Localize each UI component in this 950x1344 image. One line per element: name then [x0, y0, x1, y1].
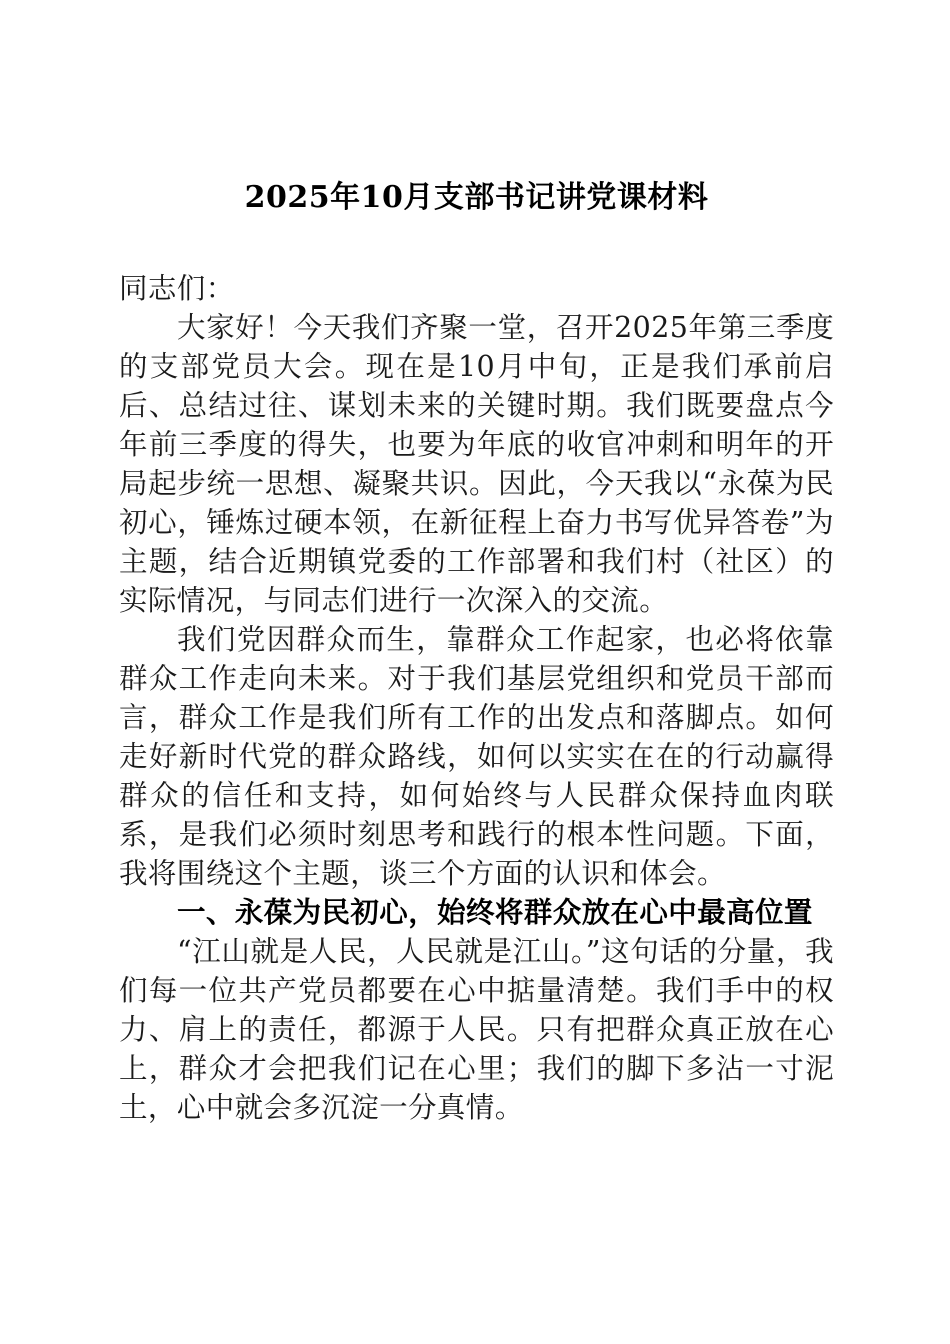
salutation-line: 同志们： — [119, 272, 235, 305]
document-body — [119, 0, 834, 1127]
paragraph-opening-remarks: 大家好！今天我们齐聚一堂，召开2025年第三季度的支部党员大会。现在是10月中旬，正是我们承前启后、总结过往、谋划未来的关键时期。我们既要盘点今年前三季度的得失，也要为年底的收官冲刺和明年的开局起步统一思想、凝聚共识。因此，今天我以“永葆为民初心，锤炼过硬本领，在新征程上奋力书写优异答卷”为主题，结合近期镇党委的工作部署和我们村（社区）的实际情况，与同志们进行一次深入的交流。 — [119, 311, 834, 617]
page-title: 2025年10月支部书记讲党课材料 — [244, 180, 709, 215]
paragraph-section-one-body: “江山就是人民，人民就是江山。”这句话的分量，我们每一位共产党员都要在心中掂量清楚。我们手中的权力、肩上的责任，都源于人民。只有把群众真正放在心上，群众才会把我们记在心里；我们的脚下多沾一寸泥土，心中就会多沉淀一分真情。 — [119, 935, 834, 1124]
section-heading-one: 一、永葆为民初心，始终将群众放在心中最高位置 — [177, 895, 813, 929]
paragraph-mass-work-foundation: 我们党因群众而生，靠群众工作起家，也必将依靠群众工作走向未来。对于我们基层党组织和党员干部而言，群众工作是我们所有工作的出发点和落脚点。如何走好新时代党的群众路线，如何以实实在在的行动赢得群众的信任和支持，如何始终与人民群众保持血肉联系，是我们必须时刻思考和践行的根本性问题。下面，我将围绕这个主题，谈三个方面的认识和体会。 — [119, 623, 834, 890]
